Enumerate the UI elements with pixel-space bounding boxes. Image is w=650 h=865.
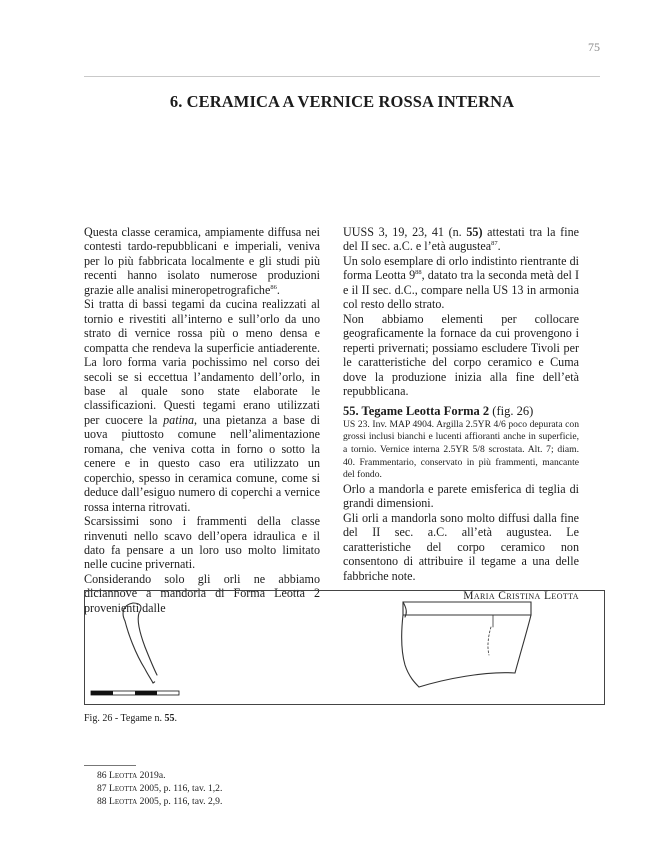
footnote-separator bbox=[84, 765, 136, 766]
paragraph: Questa classe ceramica, ampiamente diffusa nei contesti tardo-repubblicani e imperiali, veniva per lo più fabbricata localmente e gli studi più recenti hanno isolato numerose produzioni grazie alle analisi mineropetrografiche$^{86}$. bbox=[84, 225, 320, 297]
paragraph: Si tratta di bassi tegami da cucina realizzati al tornio e rivestiti all’interno e sull’orlo da uno strato di vernice rossa più o meno densa e compatta che rendeva la superficie antiaderente. La loro forma varia pochissimo nel corso dei secoli se si eccettua l’andamento dell’orlo, in base al quale sono state elaborate le classificazioni. Questi tegami erano utilizzati per cuocere la patina, una pietanza a base di uova piuttosto comune nell’alimentazione romana, che veniva cotta in forno o sotto la cenere e in questo caso era utilizzato un coperchio, spesso in ceramica comune, come si deduce dall’esiguo numero di coperchi a vernice rossa interna ritrovati. bbox=[84, 297, 320, 514]
footnote-ref[interactable]: 86 bbox=[270, 283, 277, 291]
pottery-profile-drawing bbox=[85, 591, 604, 704]
footnote-88: 88 Leotta 2005, p. 116, tav. 2,9. bbox=[97, 796, 223, 808]
left-column bbox=[84, 225, 320, 615]
catalogue-entry-description: US 23. Inv. MAP 4904. Argilla 2.5YR 4/6 poco depurata con grossi inclusi bianchi e lucenti affioranti anche in superficie, a tornio. Vernice interna 2.5YR 5/8 scrostata. Alt. 7; diam. 40. Frammentario, conservato in più frammenti, mancante del fondo. bbox=[343, 418, 579, 481]
author-signature: Maria Cristina Leotta bbox=[463, 590, 579, 603]
figure-caption: Fig. 26 - Tegame n. 55. bbox=[84, 713, 177, 724]
footnote-ref[interactable]: 87 bbox=[491, 240, 498, 248]
paragraph: Un solo esemplare di orlo indistinto rientrante di forma Leotta $9^{88}$, datato tra la seconda metà del I e il II sec. d.C., compare nella US 13 in armonia col resto dello strato. bbox=[343, 253, 579, 312]
figure-26-frame bbox=[84, 590, 605, 705]
paragraph: Considerando solo gli orli ne abbiamo diciannove a mandorla di Forma Leotta 2 provenienti dalle bbox=[84, 571, 320, 615]
footnote-86: 86 Leotta 2019a. bbox=[97, 770, 166, 781]
chapter-title: 6. CERAMICA A VERNICE ROSSA INTERNA bbox=[169, 92, 515, 111]
footnotes bbox=[97, 769, 222, 809]
catalogue-number-ref: 55) bbox=[466, 225, 483, 239]
paragraph: UUSS 3, 19, 23, 41 (n. 55) attestati tra la fine del II sec. a.C. e l’età augustea$^{87}$. bbox=[343, 225, 579, 254]
paragraph: Orlo a mandorla e parete emisferica di teglia di grandi dimensioni. bbox=[343, 481, 579, 511]
paragraph: Gli orli a mandorla sono molto diffusi dalla fine del II sec. a.C. all’età augustea. Le caratteristiche del corpo ceramico non consentono di attribuire il tegame a una delle fabbriche note. bbox=[343, 510, 579, 583]
paragraph: Scarsissimi sono i frammenti della classe rinvenuti nello scavo dell’opera idraulica e il dato fa pensare a un loro uso molto limitato nelle cucine privernati. bbox=[84, 514, 320, 572]
footnote-87: 87 Leotta 2005, p. 116, tav. 1,2. bbox=[97, 783, 223, 795]
right-column bbox=[343, 225, 579, 603]
page-number: 75 bbox=[588, 40, 600, 54]
scale-bar bbox=[91, 691, 179, 695]
catalogue-entry-title: 55. Tegame Leotta Forma 2 (fig. 26) bbox=[343, 404, 534, 419]
paragraph: Non abbiamo elementi per collocare geograficamente la fornace da cui provengono i reperti privernati; possiamo escludere Tivoli per le caratteristiche del corpo ceramico e Cuma dove la produzione inizia alla fine dell’età repubblicana. bbox=[343, 311, 579, 398]
footnote-ref[interactable]: 88 bbox=[415, 269, 422, 277]
header-rule bbox=[84, 76, 600, 77]
